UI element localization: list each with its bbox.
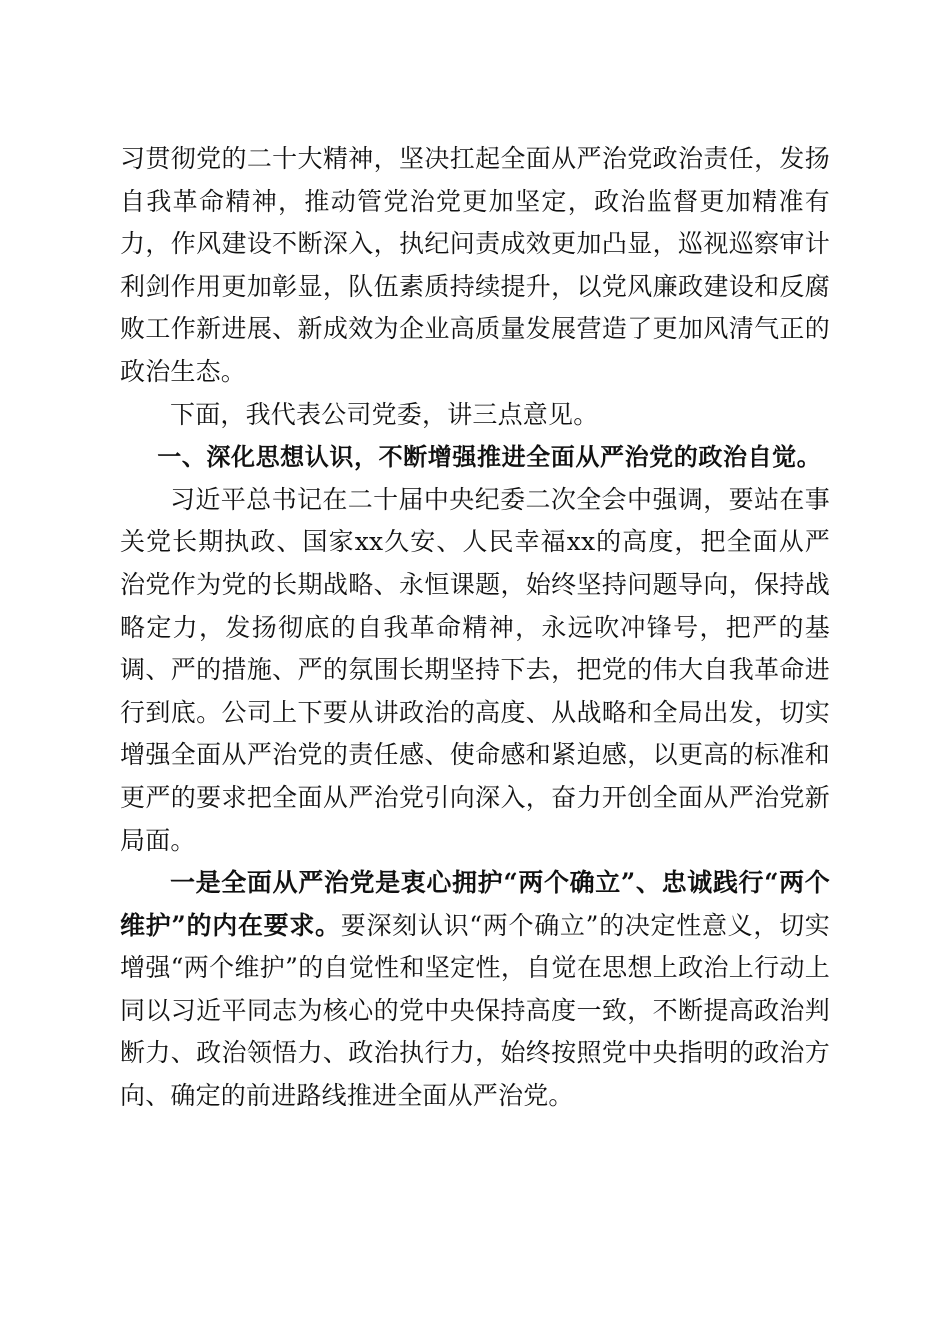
section-heading-one: 一、深化思想认识，不断增强推进全面从严治党的政治自觉。 — [157, 443, 822, 472]
paragraph-point-one-body: 要深刻认识“两个确立”的决定性意义，切实增强“两个维护”的自觉性和坚定性，自觉在思想上政治上行动上同以习近平同志为核心的党中央保持高度一致，不断提高政治判断力、政治领悟力、政治执行力，始终按照党中央指明的政治方向、确定的前进路线推进全面从严治党。 — [120, 910, 830, 1111]
paragraph-xi-instruction: 习近平总书记在二十届中央纪委二次全会中强调，要站在事关党长期执政、国家xx久安、人民幸福xx的高度，把全面从严治党作为党的长期战略、永恒课题，始终坚持问题导向，保持战略定力，发扬彻底的自我革命精神，永远吹冲锋号，把严的基调、严的措施、严的氛围长期坚持下去，把党的伟大自我革命进行到底。公司上下要从讲政治的高度、从战略和全局出发，切实增强全面从严治党的责任感、使命感和紧迫感，以更高的标准和更严的要求把全面从严治党引向深入，奋力开创全面从严治党新局面。 — [120, 484, 830, 855]
paragraph-intro-continuation: 习贯彻党的二十大精神，坚决扛起全面从严治党政治责任，发扬自我革命精神，推动管党治党更加坚定，政治监督更加精准有力，作风建设不断深入，执纪问责成效更加凸显，巡视巡察审计利剑作用更加彰显，队伍素质持续提升，以党风廉政建设和反腐败工作新进展、新成效为企业高质量发展营造了更加风清气正的政治生态。 — [120, 144, 830, 386]
paragraph-point-one — [120, 862, 830, 1118]
paragraph-point-one-lead: 一是全面从严治党是衷心拥护“两个确立”、忠诚践行“两个维护”的内在要求。 — [120, 868, 830, 940]
document-body — [120, 138, 830, 1118]
paragraph-three-points: 下面，我代表公司党委，讲三点意见。 — [170, 399, 599, 429]
